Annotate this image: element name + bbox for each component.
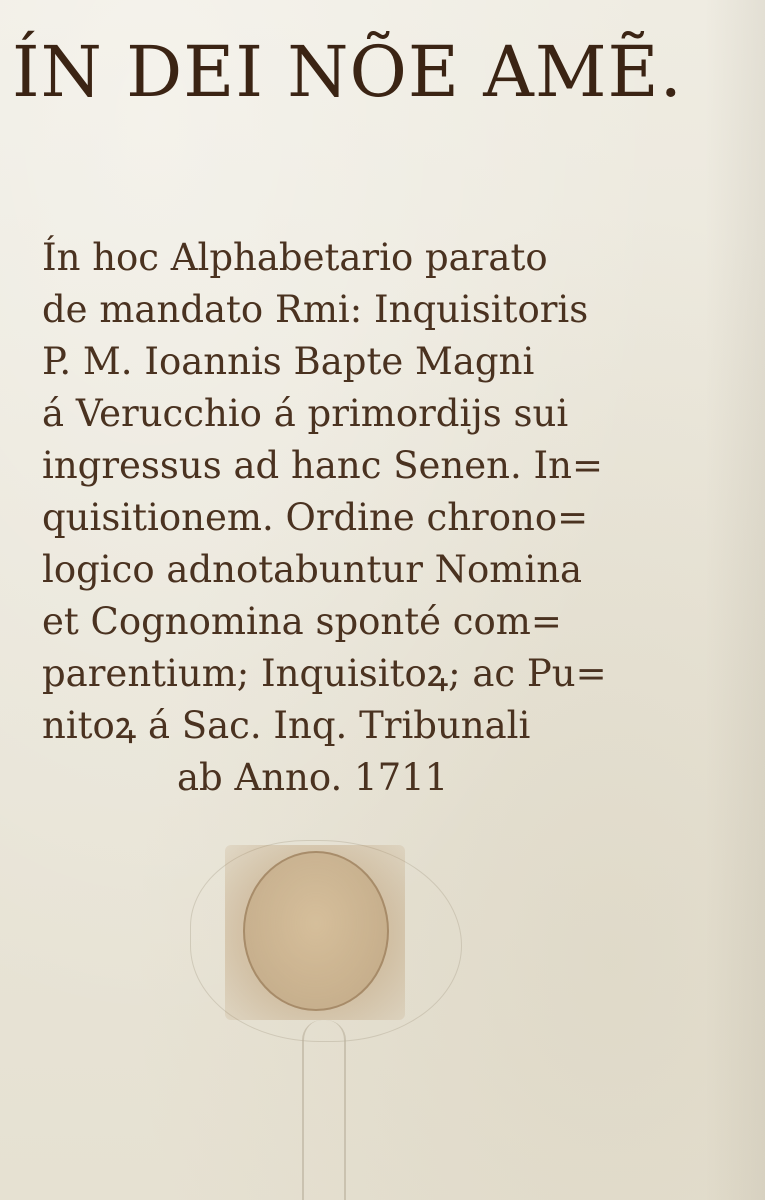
text-line-4: á Verucchio á primordijs sui bbox=[42, 392, 569, 435]
seal-impression bbox=[243, 851, 389, 1011]
text-line-1: Ín hoc Alphabetario parato bbox=[42, 236, 548, 279]
text-line-9: parentium; Inquisitoꝝ; ac Pu= bbox=[42, 652, 607, 695]
text-line-11: ab Anno. 1711 bbox=[177, 756, 449, 799]
text-line-5: ingressus ad hanc Senen. In= bbox=[42, 444, 603, 487]
text-line-7: logico adnotabuntur Nomina bbox=[42, 548, 583, 591]
text-line-2: de mandato Rmi: Inquisitoris bbox=[42, 288, 589, 331]
text-line-10: nitoꝝ á Sac. Inq. Tribunali bbox=[42, 704, 531, 747]
wax-seal bbox=[225, 845, 405, 1020]
text-line-6: quisitionem. Ordine chrono= bbox=[42, 496, 589, 539]
seal-thread bbox=[302, 1020, 346, 1200]
text-line-8: et Cognomina sponté com= bbox=[42, 600, 562, 643]
manuscript-text-block bbox=[42, 232, 732, 804]
text-line-3: P. M. Ioannis Bapte Magni bbox=[42, 340, 535, 383]
heading-invocation: ÍN DEI NÕE AMẼ. bbox=[12, 31, 683, 113]
